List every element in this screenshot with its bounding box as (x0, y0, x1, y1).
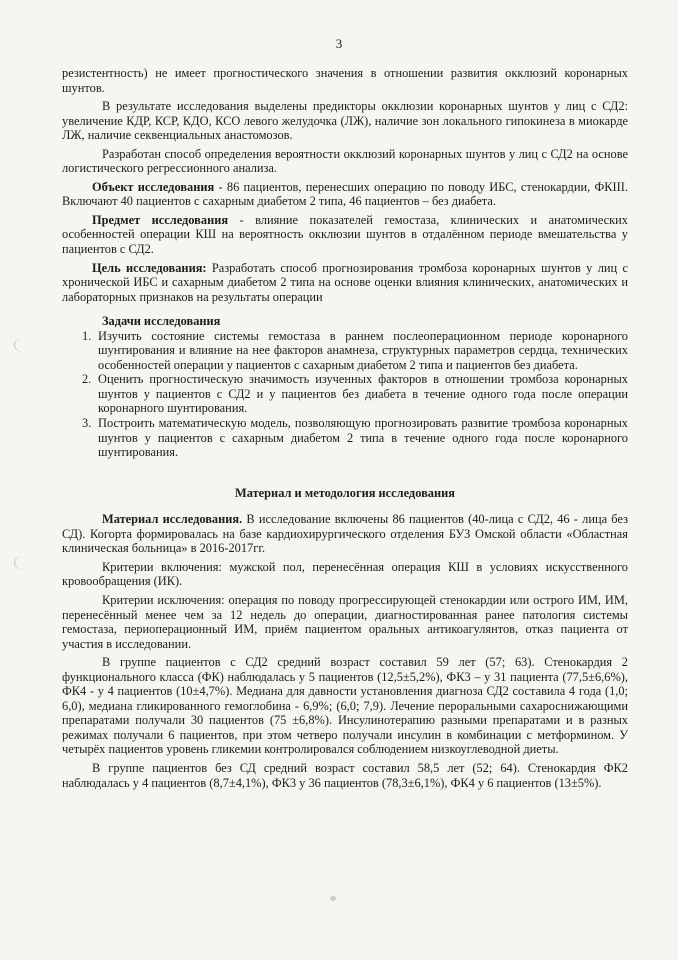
tasks-heading: Задачи исследования (102, 314, 221, 329)
paragraph-predictors: В результате исследования выделены предикторы окклюзии коронарных шунтов у лиц с СД2: увеличение КДР, КСР, КДО, КСО левого желудочка (ЛЖ), наличие зон локального гипокинеза в миокарде ЛЖ, наличие секвенциальных анастомозов. (62, 99, 628, 143)
task-number: 1. (82, 328, 92, 343)
paragraph-group-no-sd: В группе пациентов без СД средний возраст составил 58,5 лет (52; 64). Стенокардия ФК2 наблюдалась у 4 пациентов (8,7±4,1%), ФК3 у 36 пациентов (78,3±6,1%), ФК4 у 6 пациентов (13±5%). (62, 760, 628, 790)
paragraph-object (62, 180, 628, 209)
page-number: 3 (335, 36, 343, 51)
paragraph-inclusion: Критерии включения: мужской пол, перенесённая операция КШ в условиях искусственного кровообращения (ИК). (62, 559, 628, 589)
task-item (62, 329, 628, 373)
section-heading: Материал и методология исследования (235, 485, 455, 500)
subject-label: Предмет исследования (92, 212, 229, 227)
task-item (62, 416, 628, 460)
paragraph-material (62, 512, 628, 556)
object-label: Объект исследования (92, 179, 215, 194)
task-number: 2. (82, 372, 92, 387)
goal-label: Цель исследования: (92, 260, 207, 275)
punch-hole-mark (14, 556, 33, 570)
page-body (62, 66, 628, 790)
paragraph-goal (62, 261, 628, 305)
material-text: В исследование включены 86 пациентов (40-лица с СД2, 46 - лица без СД). Когорта формировалась на базе кардиохирургического отделения БУЗ Омской области «Областная клиническая больница» в 2016-2017гг. (62, 512, 628, 556)
paragraph-method: Разработан способ определения вероятности окклюзий коронарных шунтов у лиц с СД2 на основе логистического регрессионного анализа. (62, 146, 628, 176)
paragraph-exclusion: Критерии исключения: операция по поводу прогрессирующей стенокардии или острого ИМ, ИМ, перенесённый менее чем за 12 недель до операции, диагностированная ранее патология системы гемостаза, периоперационный ИМ, приём пациентом оральных антикоагулянтов, отказ пациента от участия в исследовании. (62, 592, 628, 651)
paragraph-group-sd2: В группе пациентов с СД2 средний возраст составил 59 лет (57; 63). Стенокардия 2 функционального класса (ФК) наблюдалась у 5 пациентов (12,5±5,2%), ФК3 – у 31 пациента (77,5±6,6%), ФК4 - у 4 пациентов (10±4,7%). Медиана для давности установления диагноза СД2 составила 4 года (1,0; 6,0), медиана гликированного гемоглобина - 6,9%; (6,0; 7,9). Лечение пероральными сахароснижающими препаратами получали 30 пациентов (75 ±6,8%). Инсулинотерапию разными препаратами и в разных режимах получали 6 пациентов, при этом четверо получали инсулин в комбинации с метформином. У четырёх пациентов уровень гликемии контролировался соблюдением низкоуглеводной диеты. (62, 655, 628, 757)
task-item (62, 372, 628, 416)
subject-text: - влияние показателей гемостаза, клинических и анатомических особенностей операции КШ на вероятность окклюзии шунтов в отдалённом периоде вмешательства у пациентов с СД2. (62, 212, 628, 257)
task-text: Оценить прогностическую значимость изученных факторов в отношении тромбоза коронарных шунтов у пациентов с СД2 и у пациентов без диабета в течение одного года после операции коронарного шунтирования. (98, 372, 628, 416)
tasks-list (62, 329, 628, 460)
object-text: - 86 пациентов, перенесших операцию по поводу ИБС, стенокардии, ФКIII. Включают 40 пациентов с сахарным диабетом 2 типа, 46 пациентов – без диабета. (62, 179, 628, 209)
task-number: 3. (82, 416, 92, 431)
scan-smudge (330, 896, 336, 901)
paragraph-resistance: резистентность) не имеет прогностического значения в отношении развития окклюзий коронарных шунтов. (62, 66, 628, 95)
task-text: Построить математическую модель, позволяющую прогнозировать развитие тромбоза коронарных шунтов у пациентов с сахарным диабетом 2 типа в течение одного года после коронарного шунтирования. (98, 416, 628, 460)
goal-text: Разработать способ прогнозирования тромбоза коронарных шунтов у лиц с хронической ИБС и сахарным диабетом 2 типа на основе оценки влияния клинических, анатомических и лабораторных признаков на результаты операции (62, 260, 628, 304)
punch-hole-mark (14, 338, 33, 352)
paragraph-subject (62, 213, 628, 257)
task-text: Изучить состояние системы гемостаза в раннем послеоперационном периоде коронарного шунтирования и влияние на нее факторов анамнеза, структурных параметров сердца, технических особенностей операции у пациентов с сахарным диабетом 2 типа и пациентов без диабета. (98, 328, 628, 372)
material-label: Материал исследования. (102, 512, 243, 527)
